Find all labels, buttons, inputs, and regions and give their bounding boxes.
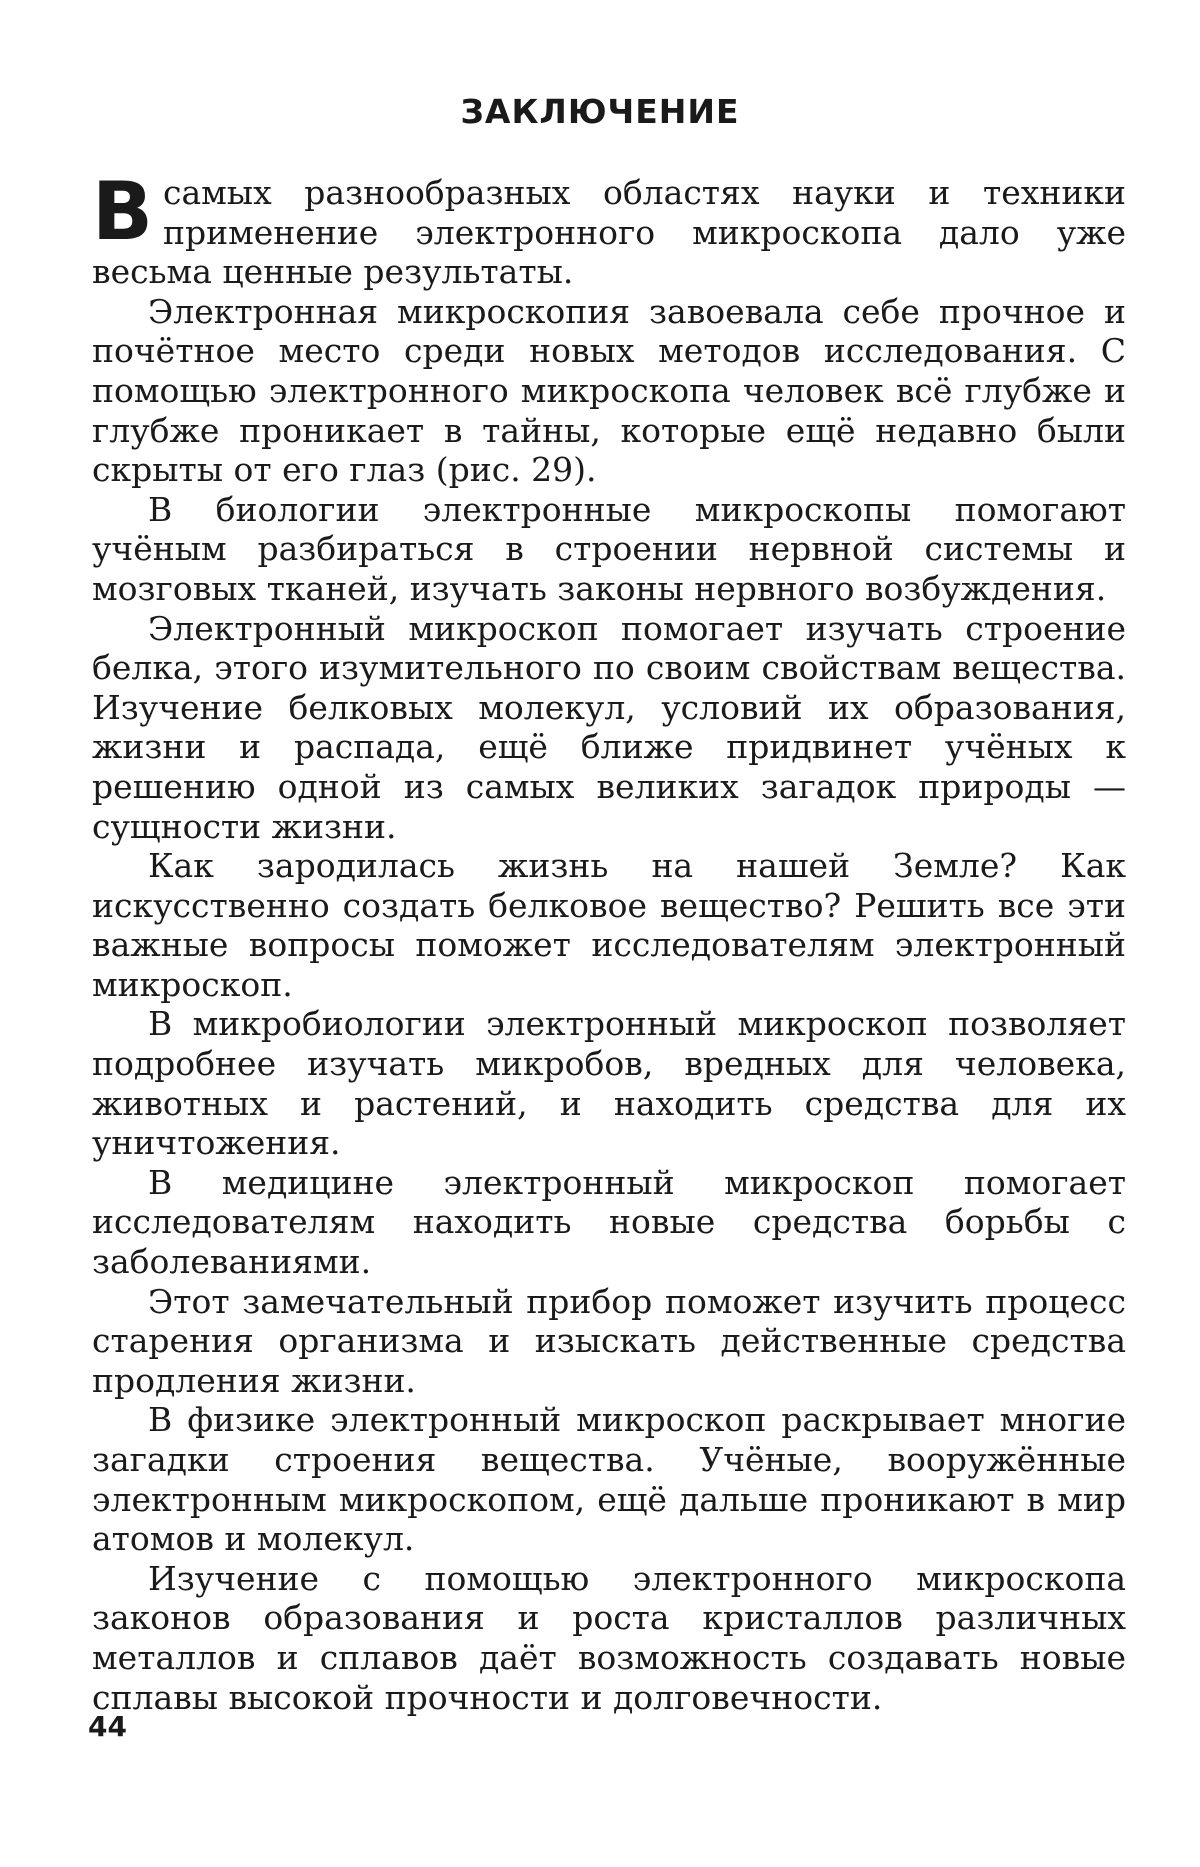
chapter-title: ЗАКЛЮЧЕНИЕ	[460, 92, 740, 131]
paragraph-5: Как зародилась жизнь на нашей Земле? Как искусственно создать белковое вещество? Решить все эти важные вопросы поможет исследователям электронный микроскоп.	[92, 846, 1126, 1004]
page-number: 44	[88, 1710, 127, 1743]
paragraph-7: В медицине электронный микроскоп помогает исследователям находить новые средства борьбы с заболеваниями.	[92, 1162, 1126, 1282]
paragraph-4: Электронный микроскоп помогает изучать строение белка, этого изумительного по своим свойствам вещества. Изучение белковых молекул, условий их образования, жизни и распада, ещё ближе придвинет учёных к решению одной из самых великих загадок природы — сущности жизни.	[92, 608, 1126, 846]
paragraph-3: В биологии электронные микроскопы помогают учёным разбираться в строении нервной системы и мозговых тканей, изучать законы нервного возбуждения.	[92, 489, 1126, 608]
paragraph-2: Электронная микроскопия завоевала себе прочное и почётное место среди новых методов исследования. С помощью электронного микроскопа человек всё глубже и глубже проникает в тайны, которые ещё недавно были скрыты от его глаз (рис. 29).	[92, 291, 1126, 490]
body-text	[92, 165, 1126, 1717]
drop-cap: В	[92, 165, 153, 258]
paragraph-6: В микробиологии электронный микроскоп позволяет подробнее изучать микробов, вредных для человека, животных и растений, и находить средства для их уничтожения.	[92, 1004, 1126, 1163]
paragraph-9: В физике электронный микроскоп раскрывает многие загадки строения вещества. Учёные, вооружённые электронным микроскопом, ещё дальше проникают в мир атомов и молекул.	[92, 1400, 1126, 1559]
paragraph-8: Этот замечательный прибор поможет изучить процесс старения организма и изыскать действенные средства продления жизни.	[92, 1281, 1126, 1400]
paragraph-10: Изучение с помощью электронного микроскопа законов образования и роста кристаллов различных металлов и сплавов даёт возможность создавать новые сплавы высокой прочности и долговечности.	[92, 1558, 1126, 1717]
paragraph-1	[92, 165, 1126, 292]
paragraph-1-text: самых разнообразных областях науки и техники применение электронного микроскопа дало уже весьма ценные результаты.	[92, 173, 1126, 292]
